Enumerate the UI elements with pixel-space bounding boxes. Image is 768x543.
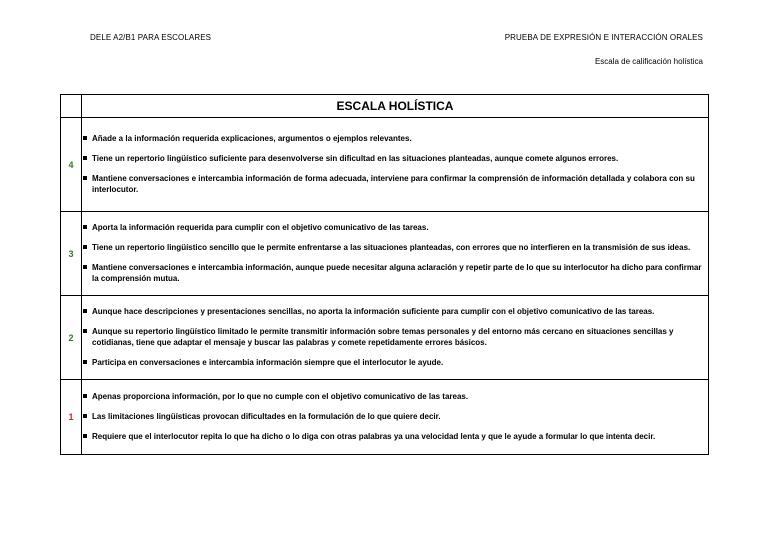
level-descriptors	[82, 118, 709, 212]
header-test-name: PRUEBA DE EXPRESIÓN E INTERACCIÓN ORALES	[504, 33, 703, 42]
list-item: Aunque hace descripciones y presentaciones sencillas, no aporta la información suficiente para cumplir con el objetivo comunicativo de las tareas.	[82, 306, 708, 317]
list-item: Aporta la información requerida para cumplir con el objetivo comunicativo de las tareas.	[82, 222, 708, 233]
level-descriptors	[82, 212, 709, 296]
header-exam-name: DELE A2/B1 PARA ESCOLARES	[90, 33, 212, 42]
table-row	[61, 380, 709, 455]
list-item: Mantiene conversaciones e intercambia información, aunque puede necesitar alguna aclaración y repetir parte de lo que su interlocutor ha dicho para confirmar la comprensión mutua.	[82, 262, 708, 284]
table-title-row	[61, 95, 709, 118]
level-descriptors	[82, 296, 709, 380]
list-item: Añade a la información requerida explicaciones, argumentos o ejemplos relevantes.	[82, 133, 708, 144]
list-item: Participa en conversaciones e intercambia información siempre que el interlocutor le ayude.	[82, 357, 708, 368]
table-row	[61, 296, 709, 380]
list-item: Mantiene conversaciones e intercambia información de forma adecuada, interviene para confirmar la comprensión de información detallada y colabora con su interlocutor.	[82, 173, 708, 195]
descriptor-list	[82, 222, 708, 284]
level-number: 2	[61, 296, 82, 380]
holistic-scale-table	[60, 94, 709, 455]
list-item: Tiene un repertorio lingüístico suficiente para desenvolverse sin dificultad en las situaciones planteadas, aunque comete algunos errores.	[82, 153, 708, 164]
level-number: 4	[61, 118, 82, 212]
descriptor-list	[82, 306, 708, 368]
title-level-cell	[61, 95, 82, 118]
header-subtitle: Escala de calificación holística	[594, 57, 703, 66]
level-number: 1	[61, 380, 82, 455]
level-number: 3	[61, 212, 82, 296]
table-row	[61, 118, 709, 212]
list-item: Apenas proporciona información, por lo que no cumple con el objetivo comunicativo de las tareas.	[82, 391, 708, 402]
table-title: ESCALA HOLÍSTICA	[82, 95, 709, 118]
list-item: Las limitaciones lingüísticas provocan dificultades en la formulación de lo que quiere decir.	[82, 411, 708, 422]
level-descriptors	[82, 380, 709, 455]
table-row	[61, 212, 709, 296]
descriptor-list	[82, 391, 708, 442]
list-item: Tiene un repertorio lingüístico sencillo que le permite enfrentarse a las situaciones planteadas, con errores que no interfieren en la transmisión de sus ideas.	[82, 242, 708, 253]
list-item: Aunque su repertorio lingüístico limitado le permite transmitir información sobre temas personales y del entorno más cercano en situaciones sencillas y cotidianas, tiene que adaptar el mensaje y buscar las palabras y comete repetidamente errores básicos.	[82, 326, 708, 348]
descriptor-list	[82, 133, 708, 195]
list-item: Requiere que el interlocutor repita lo que ha dicho o lo diga con otras palabras ya una velocidad lenta y que le ayude a formular lo que intenta decir.	[82, 431, 708, 442]
